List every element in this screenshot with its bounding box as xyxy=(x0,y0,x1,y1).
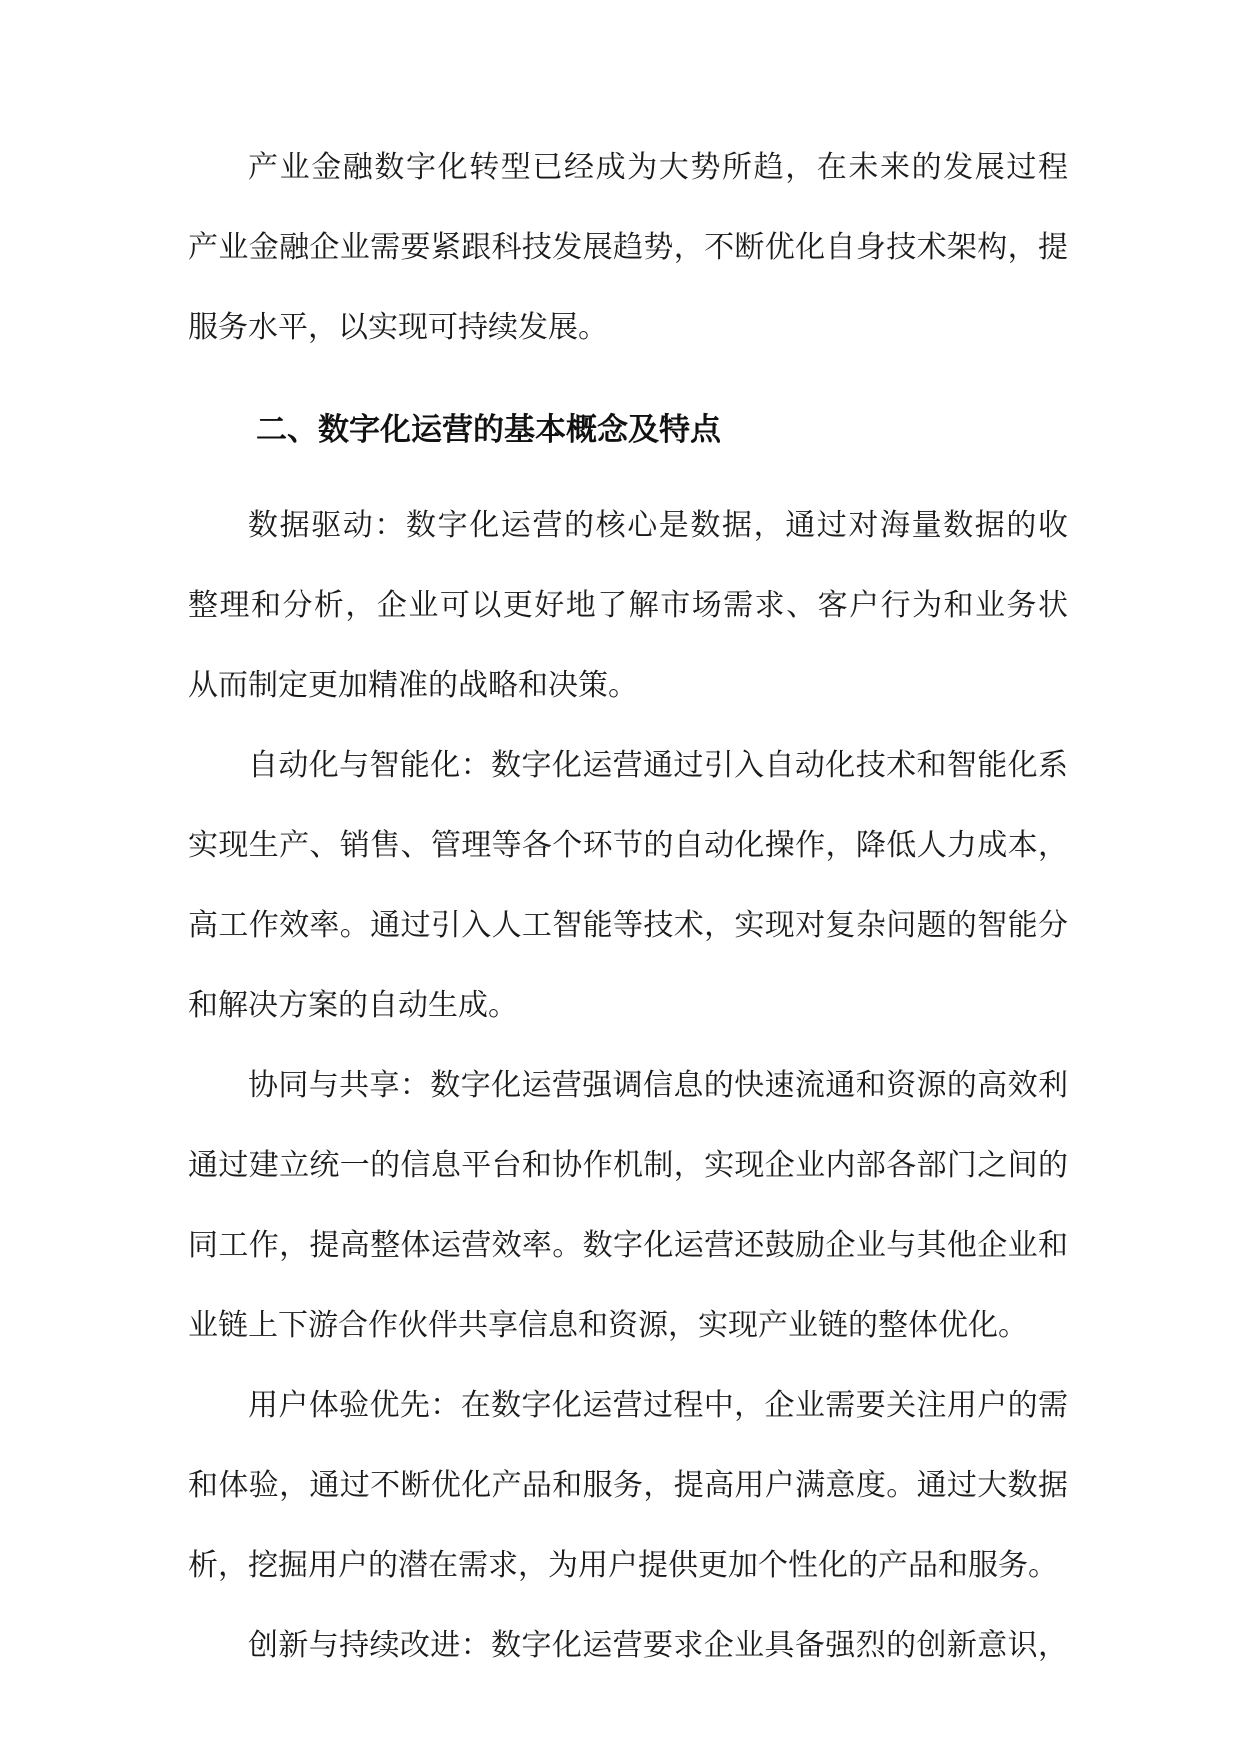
paragraph-line: 同工作，提高整体运营效率。数字化运营还鼓励企业与其他企业和 xyxy=(188,1228,1068,1263)
paragraph-line: 业链上下游合作伙伴共享信息和资源，实现产业链的整体优化。 xyxy=(188,1308,1028,1343)
paragraph-user-experience xyxy=(188,1366,1068,1606)
paragraph-line: 实现生产、销售、管理等各个环节的自动化操作，降低人力成本， xyxy=(188,828,1068,863)
paragraph-line: 产业金融数字化转型已经成为大势所趋，在未来的发展过程 xyxy=(248,150,1068,185)
paragraph-innovation xyxy=(188,1606,1068,1686)
section-heading: 二、数字化运营的基本概念及特点 xyxy=(256,412,721,448)
paragraph-line: 产业金融企业需要紧跟科技发展趋势，不断优化自身技术架构，提 xyxy=(188,230,1068,265)
paragraph-line: 协同与共享：数字化运营强调信息的快速流通和资源的高效利 xyxy=(248,1068,1068,1103)
paragraph-line: 析，挖掘用户的潜在需求，为用户提供更加个性化的产品和服务。 xyxy=(188,1548,1058,1583)
paragraph-line: 数据驱动：数字化运营的核心是数据，通过对海量数据的收 xyxy=(248,508,1068,543)
paragraph-line: 自动化与智能化：数字化运营通过引入自动化技术和智能化系 xyxy=(248,748,1068,783)
paragraph-line: 和解决方案的自动生成。 xyxy=(188,988,518,1023)
paragraph-line: 从而制定更加精准的战略和决策。 xyxy=(188,668,638,703)
paragraph-line: 创新与持续改进：数字化运营要求企业具备强烈的创新意识， xyxy=(248,1628,1068,1663)
paragraph-collaboration xyxy=(188,1046,1068,1366)
paragraph-automation xyxy=(188,726,1068,1046)
paragraph-line: 高工作效率。通过引入人工智能等技术，实现对复杂问题的智能分 xyxy=(188,908,1068,943)
paragraph-line: 服务水平，以实现可持续发展。 xyxy=(188,310,608,345)
paragraph-line: 用户体验优先：在数字化运营过程中，企业需要关注用户的需 xyxy=(248,1388,1068,1423)
paragraph-line: 整理和分析，企业可以更好地了解市场需求、客户行为和业务状 xyxy=(188,588,1068,623)
paragraph-line: 和体验，通过不断优化产品和服务，提高用户满意度。通过大数据 xyxy=(188,1468,1068,1503)
paragraph-data-driven xyxy=(188,486,1068,726)
paragraph-line: 通过建立统一的信息平台和协作机制，实现企业内部各部门之间的 xyxy=(188,1148,1068,1183)
intro-paragraph xyxy=(188,128,1068,368)
